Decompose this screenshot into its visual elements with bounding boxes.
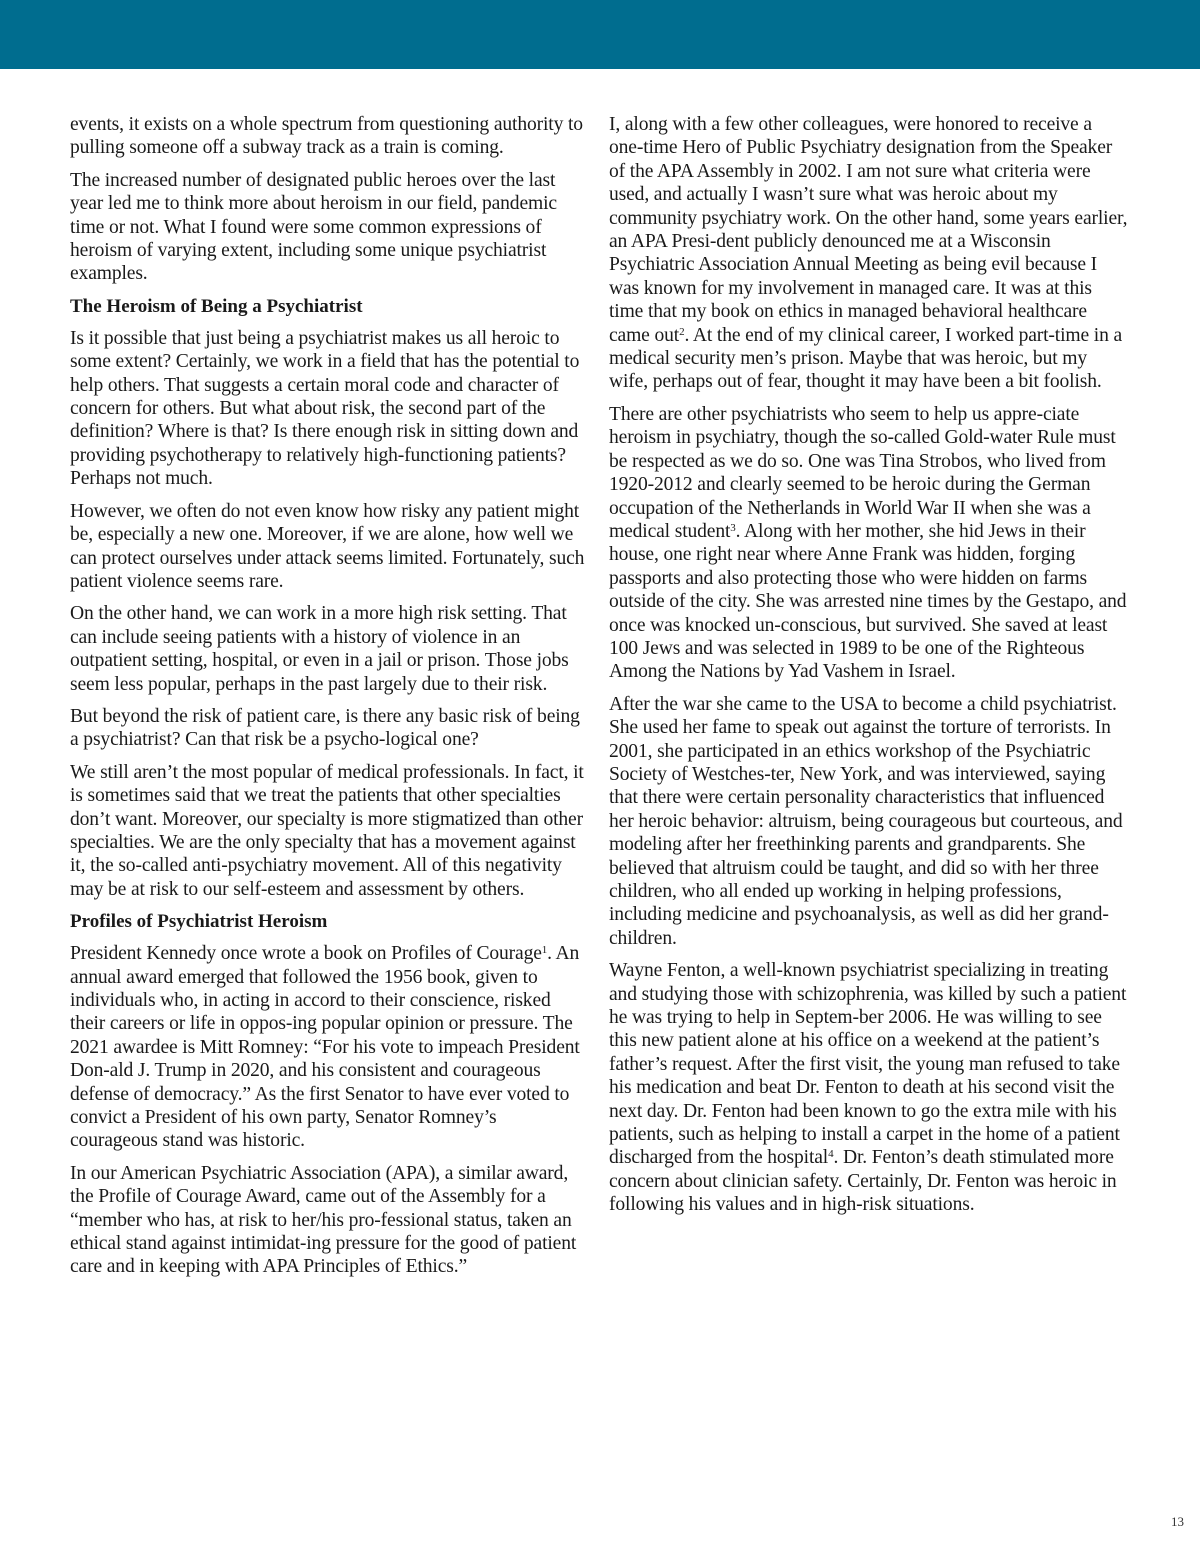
section-heading: Profiles of Psychiatrist Heroism — [70, 911, 328, 933]
paragraph: On the other hand, we can work in a more high risk setting. That can include seeing patients with a history of violence in an outpatient setting, hospital, or even in a jail or prison. Those jobs seem less popular, perhaps in the past largely due to their risk. — [70, 603, 569, 695]
paragraph: After the war she came to the USA to become a child psychiatrist. She used her fame to speak out against the torture of terrorists. In 2001, she participated in an ethics workshop of the Psychiatric Society of Westches-ter, New York, and was interviewed, saying that there were certain personality characteristics that influenced her heroic behavior: altruism, being courageous but courteous, and modeling after her freethinking parents and grandparents. She believed that altruism could be taught, and did so with her three children, who all ended up working in helping professions, including medicine and psychoanalysis, as well as did her grand-children. — [609, 693, 1123, 949]
paragraph-text: . At the end of my clinical career, I worked part-time in a medical security men’s prison. Maybe that was heroic, but my wife, perhaps out of fear, thought it may have been a bit foolish. — [609, 324, 1123, 393]
paragraph: In our American Psychiatric Association (APA), a similar award, the Profile of Courage Award, came out of the Assembly for a “member who has, at risk to her/his pro-fessional status, taken an ethical stand against intimidat-ing pressure for the good of patient care and in keeping with APA Principles of Ethics.” — [70, 1162, 577, 1278]
paragraph-text: . Dr. Fenton’s death stimulated more concern about clinician safety. Certainly, Dr. Fenton was heroic in following his values and in high-risk situations. — [609, 1147, 1117, 1216]
paragraph — [70, 942, 588, 1153]
paragraph-text: President Kennedy once wrote a book on Profiles of Courage — [70, 943, 542, 965]
header-banner — [0, 0, 1200, 69]
paragraph: However, we often do not even know how risky any patient might be, especially a new one. Moreover, if we are alone, how well we can protect ourselves under attack seems limited. Fortunately, such patient violence seems rare. — [70, 500, 585, 592]
footnote-ref: 1 — [541, 944, 548, 957]
paragraph — [609, 959, 1129, 1216]
paragraph-text: . Along with her mother, she hid Jews in their house, one right near where Anne Frank was hidden, forging passports and also protecting those who were hidden on farms outside of the city. She was arrested nine times by the Gestapo, and once was knocked un-conscious, but survived. She saved at least 100 Jews and was selected in 1989 to be one of the Righteous Among the Nations by Yad Vashem in Israel. — [609, 520, 1127, 683]
paragraph — [609, 113, 1129, 394]
footnote-ref: 4 — [828, 1148, 834, 1161]
paragraph: But beyond the risk of patient care, is there any basic risk of being a psychiatrist? Can that risk be a psycho-logical one? — [70, 705, 580, 751]
paragraph: Is it possible that just being a psychiatrist makes us all heroic to some extent? Certainly, we work in a field that has the potential to help others. That suggests a certain moral code and character of concern for others. But what about risk, the second part of the definition? Where is that? Is there enough risk in sitting down and providing psychotherapy to relatively high-functioning patients? Perhaps not much. — [70, 327, 580, 490]
paragraph-text: I, along with a few other colleagues, were honored to receive a one-time Hero of Public Psychiatry designation from the Speaker of the APA Assembly in 2002. I am not sure what criteria were used, and actually I wasn’t sure what was heroic about my community psychiatry work. On the other hand, some years earlier, an APA Presi-dent publicly denounced me at a Wisconsin Psychiatric Association Annual Meeting as being evil because I was known for my involvement in managed care. It was at this time that my book on ethics in managed behavioral healthcare came out — [609, 114, 1128, 346]
footnote-ref: 2 — [679, 325, 685, 338]
paragraph: events, it exists on a whole spectrum from questioning authority to pulling someone off a subway track as a train is coming. — [70, 114, 583, 159]
paragraph: We still aren’t the most popular of medical professionals. In fact, it is sometimes said that we treat the patients that other specialties don’t want. Moreover, our specialty is more stigmatized than other specialties. We are the only specialty that has a movement against it, the so-called anti-psychiatry movement. All of this negativity may be at risk to our self-esteem and assessment by others. — [70, 761, 584, 900]
page-number: 13 — [1171, 1514, 1184, 1529]
section-heading: The Heroism of Being a Psychiatrist — [70, 295, 363, 317]
paragraph-text: There are other psychiatrists who seem to help us appre-ciate heroism in psychiatry, though the so-called Gold-water Rule must be respected as we do so. One was Tina Strobos, who lived from 1920-2012 and clearly seemed to be heroic during the German occupation of the Netherlands in World War II when she was a medical student — [609, 403, 1116, 542]
paragraph-text: Wayne Fenton, a well-known psychiatrist specializing in treating and studying those with schizophrenia, was killed by such a patient he was trying to help in Septem-ber 2006. He was willing to see this new patient alone at his office on a weekend at the patient’s father’s request. After the first visit, the young man refused to take his medication and beat Dr. Fenton to death at his second visit the next day. Dr. Fenton had been known to go the extra mile with his patients, such as helping to install a carpet in the home of a patient discharged from the hospital — [609, 960, 1127, 1169]
right-column — [609, 113, 1129, 1226]
paragraph — [609, 403, 1129, 684]
paragraph: The increased number of designated public heroes over the last year led me to think more about heroism in our field, pandemic time or not. What I found were some common expressions of heroism of varying extent, including some unique psychiatrist examples. — [70, 169, 557, 285]
paragraph-text: . An annual award emerged that followed the 1956 book, given to individuals who, in acting in accord to their conscience, risked their careers or life in oppos-ing popular opinion or pressure. The 2021 awardee is Mitt Romney: “For his vote to impeach President Don-ald J. Trump in 2020, and his consistent and courageous defense of democracy.” As the first Senator to have ever voted to convict a President of his own party, Senator Romney’s courageous stand was historic. — [70, 943, 580, 1152]
footnote-ref: 3 — [730, 521, 736, 534]
left-column — [70, 113, 588, 1288]
